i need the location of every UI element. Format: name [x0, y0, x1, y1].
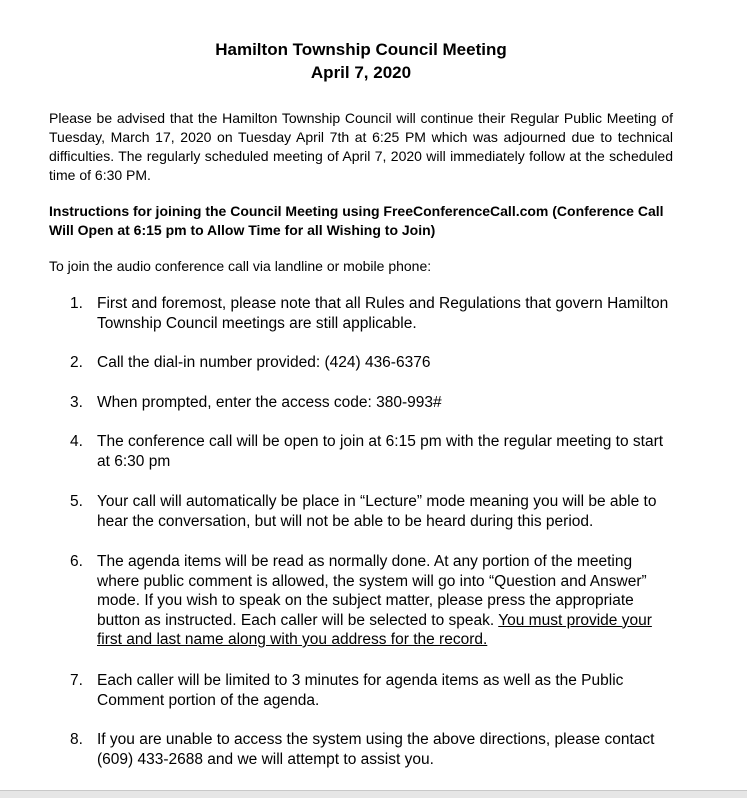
underlined-requirement: You must provide your first and last name along with you address for the record. — [97, 611, 652, 648]
list-item-number: 4. — [70, 433, 83, 450]
list-item-text: Call the dial-in number provided: (424) 436-6376 — [97, 354, 431, 371]
list-item-number: 7. — [70, 672, 83, 689]
list-item-text: Each caller will be limited to 3 minutes for agenda items as well as the Public Comment portion of the agenda. — [97, 672, 624, 709]
list-item-number: 5. — [70, 493, 83, 510]
list-item-text: If you are unable to access the system using the above directions, please contact (609) 433-2688 and we will attempt to assist you. — [97, 731, 655, 768]
intro-paragraph: Please be advised that the Hamilton Township Council will continue their Regular Public Meeting of Tuesday, March 17, 2020 on Tuesday April 7th at 6:25 PM which was adjourned due to technical difficulties. The regularly scheduled meeting of April 7, 2020 will immediately follow at the scheduled time of 6:30 PM. — [49, 110, 673, 183]
list-item-text: Your call will automatically be place in “Lecture” mode meaning you will be able to hear the conversation, but will not be able to be heard during this period. — [97, 493, 657, 530]
list-item-text: First and foremost, please note that all Rules and Regulations that govern Hamilton Township Council meetings are still applicable. — [97, 295, 669, 332]
doc-date: April 7, 2020 — [310, 63, 412, 82]
list-item-number: 6. — [70, 553, 83, 570]
list-item-number: 1. — [70, 295, 83, 312]
join-line: To join the audio conference call via landline or mobile phone: — [49, 258, 432, 274]
list-item-number: 2. — [70, 354, 83, 371]
list-item-number: 8. — [70, 731, 83, 748]
list-item-text: The conference call will be open to join at 6:15 pm with the regular meeting to start at 6:30 pm — [97, 433, 664, 470]
list-item-number: 3. — [70, 394, 83, 411]
list-item-text — [97, 552, 677, 650]
instructions-heading: Instructions for joining the Council Meeting using FreeConferenceCall.com (Conference Call Will Open at 6:15 pm to Allow Time for all Wishing to Join) — [49, 203, 664, 238]
list-item-text: When prompted, enter the access code: 380-993# — [97, 394, 442, 411]
doc-title: Hamilton Township Council Meeting — [215, 40, 507, 59]
list-item-text-plain: The agenda items will be read as normally done. At any portion of the meeting where public comment is allowed, the system will go into “Question and Answer” mode. If you wish to speak on the subject matter, please press the appropriate button as instructed. Each caller will be selected to speak. — [97, 553, 647, 629]
